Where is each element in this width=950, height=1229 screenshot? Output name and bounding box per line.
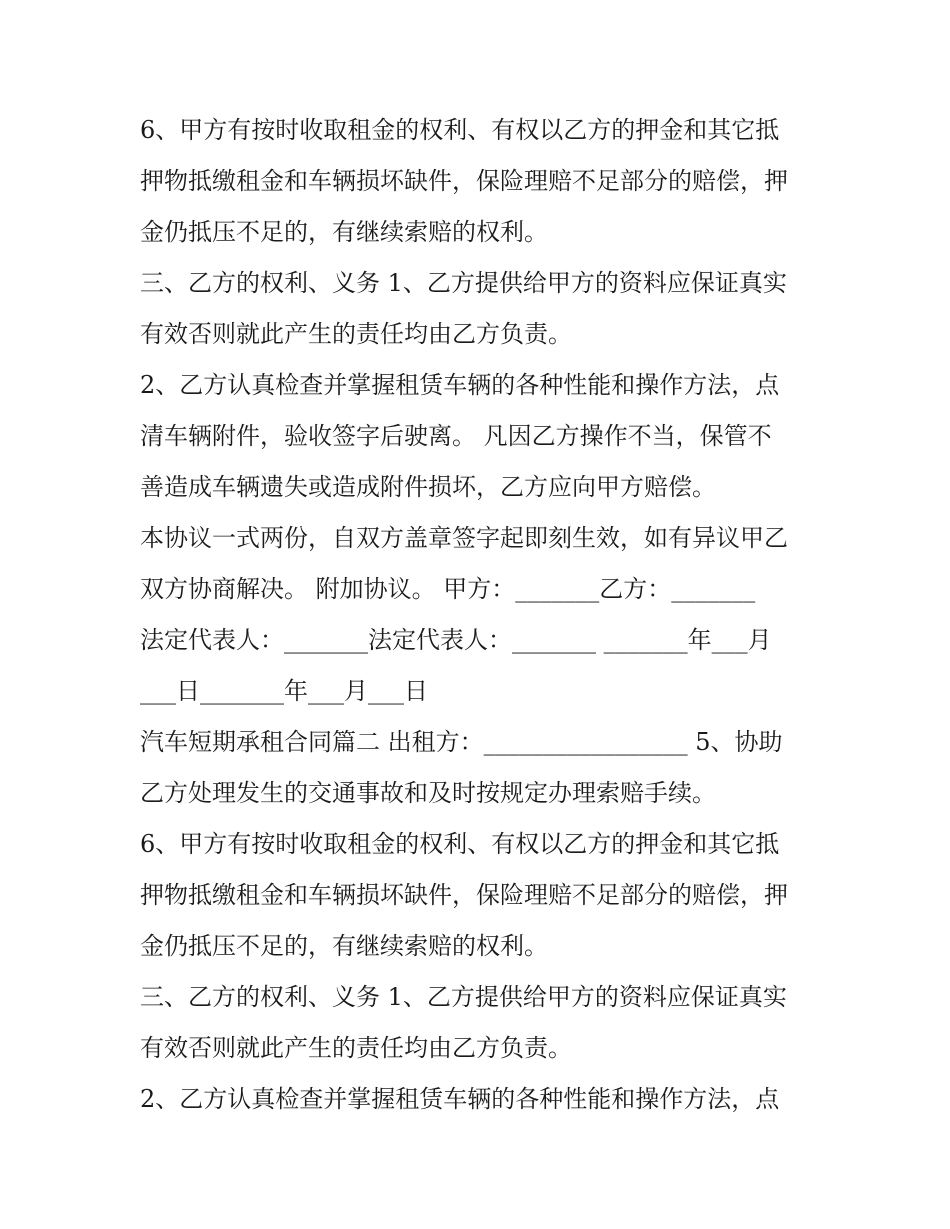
- text-line: 6、甲方有按时收取租金的权利、有权以乙方的押金和其它抵: [140, 116, 780, 144]
- text-line: 乙方处理发生的交通事故和及时按规定办理索赔手续。: [140, 779, 716, 807]
- text-line: 有效否则就此产生的责任均由乙方负责。: [140, 1034, 572, 1062]
- text-line: 6、甲方有按时收取租金的权利、有权以乙方的押金和其它抵: [140, 830, 780, 858]
- text-line: 三、乙方的权利、义务 1、乙方提供给甲方的资料应保证真实: [140, 983, 787, 1011]
- text-line: 有效否则就此产生的责任均由乙方负责。: [140, 320, 572, 348]
- text-line: ___日_______年___月___日: [140, 677, 428, 705]
- text-line: 法定代表人：_______法定代表人：_______ _______年___月: [140, 626, 772, 654]
- document-body: [140, 105, 830, 1125]
- text-line: 2、乙方认真检查并掌握租赁车辆的各种性能和操作方法，点: [140, 371, 780, 399]
- text-line: 双方协商解决。 附加协议。 甲方：_______乙方：_______: [140, 575, 756, 603]
- text-line: 押物抵缴租金和车辆损坏缺件，保险理赔不足部分的赔偿，押: [140, 167, 788, 195]
- text-line: 汽车短期承租合同篇二 出租方：_________________ 5、协助: [140, 728, 783, 756]
- text-line: 押物抵缴租金和车辆损坏缺件，保险理赔不足部分的赔偿，押: [140, 881, 788, 909]
- text-line: 本协议一式两份，自双方盖章签字起即刻生效，如有异议甲乙: [140, 524, 788, 552]
- text-line: 三、乙方的权利、义务 1、乙方提供给甲方的资料应保证真实: [140, 269, 787, 297]
- text-line: 金仍抵压不足的，有继续索赔的权利。: [140, 932, 548, 960]
- text-line: 清车辆附件，验收签字后驶离。 凡因乙方操作不当，保管不: [140, 422, 772, 450]
- text-line: 2、乙方认真检查并掌握租赁车辆的各种性能和操作方法，点: [140, 1085, 780, 1113]
- text-line: 善造成车辆遗失或造成附件损坏，乙方应向甲方赔偿。: [140, 473, 716, 501]
- text-line: 金仍抵压不足的，有继续索赔的权利。: [140, 218, 548, 246]
